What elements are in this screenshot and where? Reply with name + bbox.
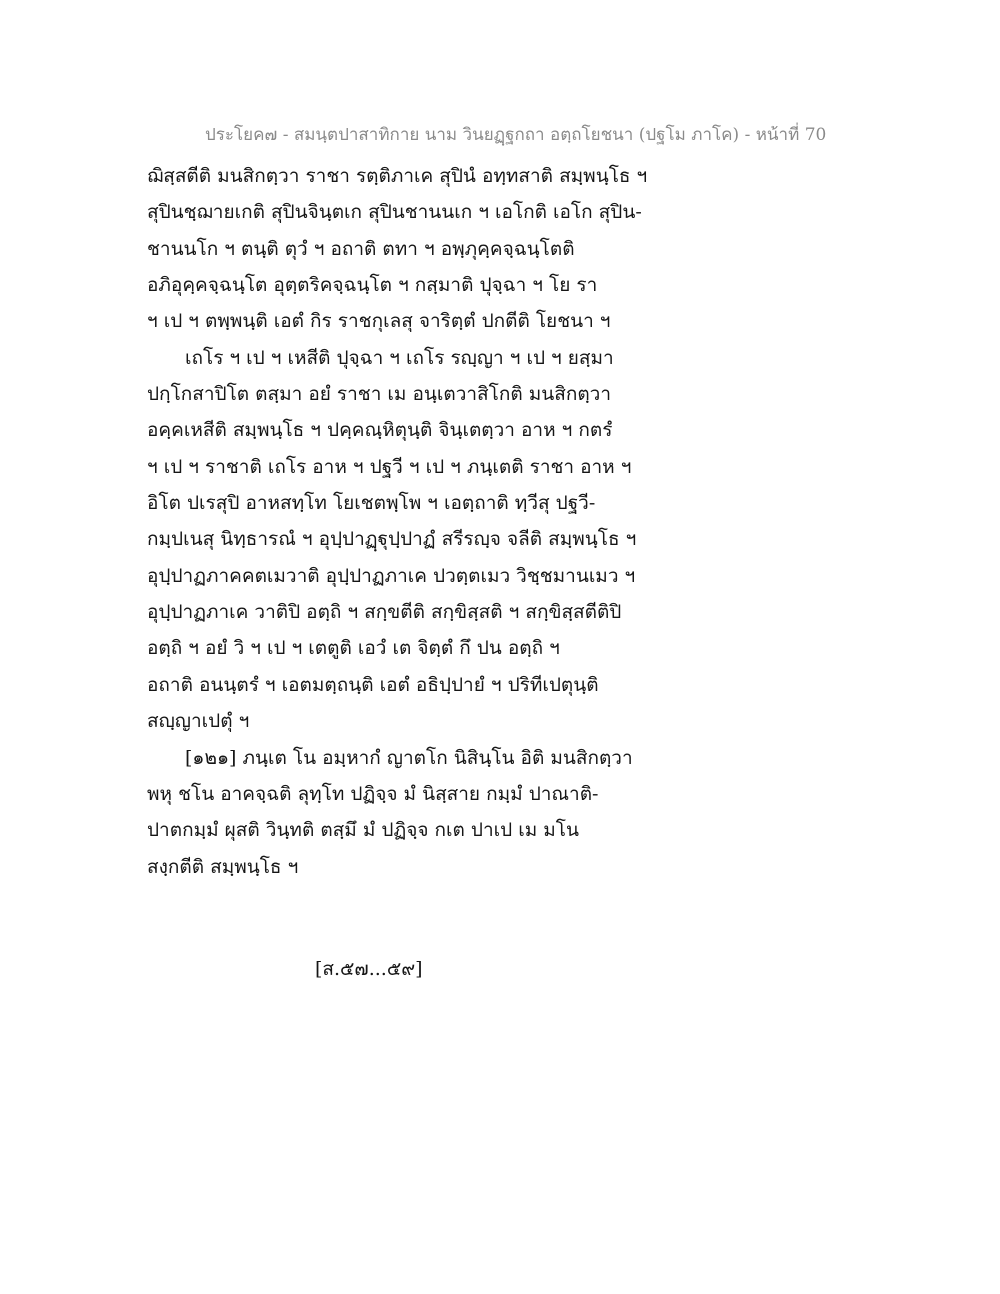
- text-line: ฌิสฺสตีติ มนสิกตฺวา ราชา รตฺติภาเค สุปินํ อทฺทสาติ สมฺพนฺโธ ฯ: [147, 165, 648, 187]
- text-line: ฯ เป ฯ ราชาติ เถโร อาห ฯ ปฐวี ฯ เป ฯ ภนฺเตติ ราชา อาห ฯ: [147, 455, 632, 478]
- text-line: อุปฺปาฏภาคคตเมวาติ อุปฺปาฏภาเค ปวตฺตเมว วิชฺชมานเมว ฯ: [147, 564, 636, 587]
- text-line: อภิอุคฺคจฺฉนฺโต อุตฺตริคจฺฉนฺโต ฯ กสฺมาติ ปุจฺฉา ฯ โย รา: [147, 274, 598, 297]
- source-citation: [ส.๕๗...๕๙]: [315, 958, 423, 980]
- text-line: ฯ เป ฯ ตพฺพนฺติ เอตํ กิร ราชกุเลสุ จาริตฺตํ ปกตีติ โยชนา ฯ: [147, 310, 611, 333]
- text-line: อคฺคเหสีติ สมฺพนฺโธ ฯ ปคฺคณฺหิตุนฺติ จินฺเตตฺวา อาห ฯ กตรํ: [147, 419, 613, 442]
- text-line: อถาติ อนนฺตรํ ฯ เอตมตฺถนฺติ เอตํ อธิปฺปายํ ฯ ปริทีเปตุนฺติ: [147, 673, 599, 696]
- text-line: กมฺปเนสุ นิทฺธารณํ ฯ อุปฺปาฏฺฐุปฺปาฏํ สรีรญฺจ จลีติ สมฺพนฺโธ ฯ: [147, 528, 637, 551]
- text-line: สุปินชฺฌายเกติ สุปินจินฺตเก สุปินชานนเก ฯ เอโกติ เอโก สุปิน-: [147, 201, 642, 224]
- text-line: อิโต ปเรสุปิ อาหสทฺโท โยเชตพฺโพ ฯ เอตฺถาติ ทฺวีสุ ปฐวี-: [147, 492, 596, 515]
- text-line: สญฺญาเปตุํ ฯ: [147, 710, 250, 733]
- text-line: [๑๒๑] ภนฺเต โน อมฺหากํ ญาตโก นิสินฺโน อิติ มนสิกตฺวา: [185, 746, 633, 769]
- text-line: พหุ ชโน อาคจฺฉติ ลุทฺโท ปฏิจฺจ มํ นิสฺสาย กมฺมํ ปาณาติ-: [147, 782, 599, 805]
- text-line: เถโร ฯ เป ฯ เหสีติ ปุจฺฉา ฯ เถโร รญฺญา ฯ เป ฯ ยสฺมา: [185, 346, 614, 369]
- text-line: ปกฺโกสาปิโต ตสฺมา อยํ ราชา เม อนฺเตวาสิโกติ มนสิกตฺวา: [147, 383, 612, 406]
- text-line: ชานนโก ฯ ตนฺติ ตุวํ ฯ อถาติ ตทา ฯ อพฺภุคฺคจฺฉนฺโตติ: [147, 237, 575, 260]
- text-line: ปาตกมฺมํ ผุสติ วินฺทติ ตสฺมึ มํ ปฏิจฺจ กเต ปาเป เม มโน: [147, 819, 579, 842]
- body-text: [147, 158, 837, 885]
- running-header: ประโยค๗ - สมนฺตปาสาทิกาย นาม วินยฏฺฐกถา อตฺถโยชนา (ปฐโม ภาโค) - หน้าที่ 70: [205, 125, 827, 145]
- text-line: สงฺกตีติ สมฺพนฺโธ ฯ: [147, 855, 299, 878]
- text-line: อุปฺปาฏภาเค วาติปิ อตฺถิ ฯ สกฺขตีติ สกฺขิสฺสติ ฯ สกฺขิสฺสตีติปิ: [147, 601, 622, 624]
- text-line: อตฺถิ ฯ อยํ วิ ฯ เป ฯ เตตูติ เอวํ เต จิตฺตํ กึ ปน อตฺถิ ฯ: [147, 637, 560, 660]
